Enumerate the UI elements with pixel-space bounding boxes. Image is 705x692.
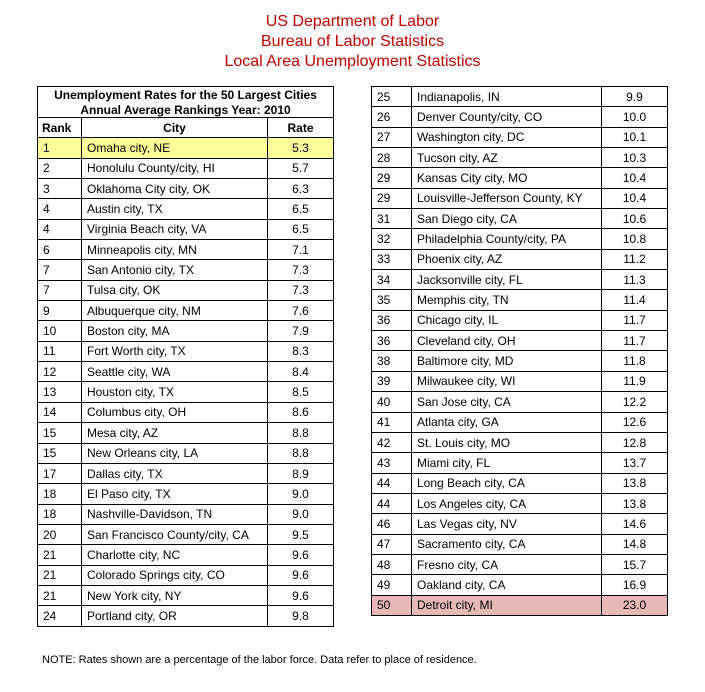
city-cell: Tulsa city, OK <box>82 280 268 300</box>
table-row <box>38 321 334 341</box>
rate-cell: 10.3 <box>602 148 668 168</box>
rate-cell: 11.3 <box>602 270 668 290</box>
rate-cell: 11.2 <box>602 249 668 269</box>
city-cell: Jacksonville city, FL <box>412 270 602 290</box>
rank-cell: 28 <box>372 148 412 168</box>
table-row <box>372 127 668 147</box>
table-row <box>372 310 668 330</box>
table-row <box>38 158 334 178</box>
table-row <box>372 432 668 452</box>
table-row <box>372 249 668 269</box>
city-cell: San Diego city, CA <box>412 209 602 229</box>
rate-cell: 5.7 <box>268 158 334 178</box>
city-cell: Indianapolis, IN <box>412 87 602 107</box>
city-cell: Fresno city, CA <box>412 554 602 574</box>
rate-cell: 9.8 <box>268 606 334 626</box>
rank-cell: 32 <box>372 229 412 249</box>
rank-cell: 29 <box>372 188 412 208</box>
city-cell: Nashville-Davidson, TN <box>82 504 268 524</box>
rank-cell: 36 <box>372 310 412 330</box>
city-cell: San Francisco County/city, CA <box>82 524 268 544</box>
rank-cell: 29 <box>372 168 412 188</box>
rank-cell: 21 <box>38 585 82 605</box>
rate-cell: 8.5 <box>268 382 334 402</box>
table-row <box>38 260 334 280</box>
header-program: Local Area Unemployment Statistics <box>224 53 481 70</box>
table-row <box>38 504 334 524</box>
table-row <box>38 565 334 585</box>
table-row <box>372 270 668 290</box>
rank-cell: 11 <box>38 341 82 361</box>
city-cell: Portland city, OR <box>82 606 268 626</box>
table-row <box>38 423 334 443</box>
report-header <box>0 12 705 72</box>
table-row <box>372 453 668 473</box>
rate-cell: 11.9 <box>602 371 668 391</box>
table-row <box>372 493 668 513</box>
city-cell: Denver County/city, CO <box>412 107 602 127</box>
city-cell: Boston city, MA <box>82 321 268 341</box>
rank-cell: 50 <box>372 595 412 615</box>
rate-cell: 6.5 <box>268 199 334 219</box>
table-row <box>38 362 334 382</box>
city-cell: Virginia Beach city, VA <box>82 219 268 239</box>
rankings-table-right <box>371 86 668 616</box>
city-cell: Dallas city, TX <box>82 463 268 483</box>
rank-cell: 12 <box>38 362 82 382</box>
city-cell: Cleveland city, OH <box>412 331 602 351</box>
table-row <box>38 585 334 605</box>
rate-cell: 10.1 <box>602 127 668 147</box>
table-row <box>38 524 334 544</box>
table-row <box>38 240 334 260</box>
header-department: US Department of Labor <box>265 13 440 30</box>
table-row <box>372 595 668 615</box>
city-cell: San Jose city, CA <box>412 392 602 412</box>
rate-cell: 8.3 <box>268 341 334 361</box>
rate-cell: 7.9 <box>268 321 334 341</box>
rank-cell: 42 <box>372 432 412 452</box>
rate-cell: 7.1 <box>268 240 334 260</box>
table-row <box>38 606 334 626</box>
city-cell: Memphis city, TN <box>412 290 602 310</box>
city-cell: Miami city, FL <box>412 453 602 473</box>
rate-cell: 11.7 <box>602 331 668 351</box>
city-cell: Seattle city, WA <box>82 362 268 382</box>
city-cell: Baltimore city, MD <box>412 351 602 371</box>
rate-cell: 11.4 <box>602 290 668 310</box>
rate-cell: 10.0 <box>602 107 668 127</box>
table-row <box>372 575 668 595</box>
rate-cell: 13.8 <box>602 473 668 493</box>
table-row <box>372 392 668 412</box>
city-cell: Oakland city, CA <box>412 575 602 595</box>
rate-cell: 11.8 <box>602 351 668 371</box>
rate-cell: 12.6 <box>602 412 668 432</box>
rank-cell: 34 <box>372 270 412 290</box>
city-cell: Atlanta city, GA <box>412 412 602 432</box>
rate-cell: 7.3 <box>268 280 334 300</box>
rate-cell: 9.6 <box>268 585 334 605</box>
city-cell: Detroit city, MI <box>412 595 602 615</box>
table-row <box>372 534 668 554</box>
city-cell: Honolulu County/city, HI <box>82 158 268 178</box>
rate-cell: 6.5 <box>268 219 334 239</box>
rank-cell: 27 <box>372 127 412 147</box>
table-row <box>372 412 668 432</box>
city-cell: Phoenix city, AZ <box>412 249 602 269</box>
rate-cell: 9.5 <box>268 524 334 544</box>
rate-cell: 13.8 <box>602 493 668 513</box>
rank-cell: 24 <box>38 606 82 626</box>
city-cell: Kansas City city, MO <box>412 168 602 188</box>
rank-cell: 7 <box>38 260 82 280</box>
rate-cell: 7.3 <box>268 260 334 280</box>
city-cell: San Antonio city, TX <box>82 260 268 280</box>
city-cell: Omaha city, NE <box>82 138 268 158</box>
city-cell: Colorado Springs city, CO <box>82 565 268 585</box>
city-cell: Los Angeles city, CA <box>412 493 602 513</box>
table-row <box>38 484 334 504</box>
city-cell: Sacramento city, CA <box>412 534 602 554</box>
rank-cell: 20 <box>38 524 82 544</box>
rate-cell: 8.8 <box>268 423 334 443</box>
rate-cell: 14.6 <box>602 514 668 534</box>
city-cell: Austin city, TX <box>82 199 268 219</box>
city-cell: Long Beach city, CA <box>412 473 602 493</box>
rate-cell: 13.7 <box>602 453 668 473</box>
rank-cell: 3 <box>38 179 82 199</box>
rank-cell: 35 <box>372 290 412 310</box>
rank-cell: 31 <box>372 209 412 229</box>
footnote: NOTE: Rates shown are a percentage of the labor force. Data refer to place of residence. <box>42 654 477 666</box>
table-row <box>372 554 668 574</box>
city-cell: Chicago city, IL <box>412 310 602 330</box>
rank-cell: 36 <box>372 331 412 351</box>
rank-cell: 48 <box>372 554 412 574</box>
rank-cell: 44 <box>372 473 412 493</box>
rank-cell: 18 <box>38 484 82 504</box>
city-cell: Albuquerque city, NM <box>82 301 268 321</box>
rate-cell: 10.4 <box>602 168 668 188</box>
rank-cell: 44 <box>372 493 412 513</box>
table-row <box>372 107 668 127</box>
rank-cell: 21 <box>38 565 82 585</box>
rank-cell: 1 <box>38 138 82 158</box>
rank-cell: 7 <box>38 280 82 300</box>
table-row <box>38 463 334 483</box>
table-row <box>38 443 334 463</box>
rank-cell: 6 <box>38 240 82 260</box>
table-row <box>38 382 334 402</box>
city-cell: Washington city, DC <box>412 127 602 147</box>
table-row <box>372 148 668 168</box>
rate-cell: 8.4 <box>268 362 334 382</box>
city-cell: New Orleans city, LA <box>82 443 268 463</box>
rate-cell: 7.6 <box>268 301 334 321</box>
table-row <box>372 290 668 310</box>
table-row <box>38 301 334 321</box>
rate-cell: 9.9 <box>602 87 668 107</box>
table-title: Unemployment Rates for the 50 Largest Cities <box>38 87 334 103</box>
table-row <box>372 331 668 351</box>
rate-cell: 11.7 <box>602 310 668 330</box>
city-cell: Oklahoma City city, OK <box>82 179 268 199</box>
rank-cell: 41 <box>372 412 412 432</box>
rank-cell: 39 <box>372 371 412 391</box>
rank-cell: 43 <box>372 453 412 473</box>
city-cell: Louisville-Jefferson County, KY <box>412 188 602 208</box>
rank-cell: 10 <box>38 321 82 341</box>
rank-cell: 2 <box>38 158 82 178</box>
rate-cell: 10.6 <box>602 209 668 229</box>
rank-cell: 49 <box>372 575 412 595</box>
rank-cell: 4 <box>38 199 82 219</box>
table-row <box>372 209 668 229</box>
rank-cell: 40 <box>372 392 412 412</box>
rank-cell: 21 <box>38 545 82 565</box>
city-cell: Minneapolis city, MN <box>82 240 268 260</box>
rank-cell: 46 <box>372 514 412 534</box>
rank-cell: 4 <box>38 219 82 239</box>
table-row <box>372 371 668 391</box>
city-cell: Columbus city, OH <box>82 402 268 422</box>
rate-cell: 8.6 <box>268 402 334 422</box>
rate-cell: 12.2 <box>602 392 668 412</box>
rank-cell: 25 <box>372 87 412 107</box>
city-cell: Las Vegas city, NV <box>412 514 602 534</box>
rate-cell: 8.9 <box>268 463 334 483</box>
table-row <box>38 280 334 300</box>
table-subtitle: Annual Average Rankings Year: 2010 <box>38 102 334 118</box>
rate-cell: 5.3 <box>268 138 334 158</box>
rate-cell: 10.8 <box>602 229 668 249</box>
column-header-city: City <box>82 118 268 138</box>
city-cell: Fort Worth city, TX <box>82 341 268 361</box>
city-cell: Charlotte city, NC <box>82 545 268 565</box>
rank-cell: 17 <box>38 463 82 483</box>
city-cell: New York city, NY <box>82 585 268 605</box>
rank-cell: 38 <box>372 351 412 371</box>
rank-cell: 15 <box>38 423 82 443</box>
rank-cell: 14 <box>38 402 82 422</box>
table-row <box>38 341 334 361</box>
rate-cell: 12.8 <box>602 432 668 452</box>
city-cell: El Paso city, TX <box>82 484 268 504</box>
rate-cell: 9.0 <box>268 504 334 524</box>
rate-cell: 15.7 <box>602 554 668 574</box>
column-header-rate: Rate <box>268 118 334 138</box>
rank-cell: 18 <box>38 504 82 524</box>
rate-cell: 10.4 <box>602 188 668 208</box>
city-cell: Tucson city, AZ <box>412 148 602 168</box>
rate-cell: 6.3 <box>268 179 334 199</box>
rankings-table-left <box>37 86 334 627</box>
table-row <box>372 188 668 208</box>
rank-cell: 15 <box>38 443 82 463</box>
rank-cell: 33 <box>372 249 412 269</box>
city-cell: St. Louis city, MO <box>412 432 602 452</box>
city-cell: Houston city, TX <box>82 382 268 402</box>
city-cell: Mesa city, AZ <box>82 423 268 443</box>
city-cell: Philadelphia County/city, PA <box>412 229 602 249</box>
table-row <box>372 514 668 534</box>
column-header-rank: Rank <box>38 118 82 138</box>
table-row <box>38 179 334 199</box>
table-row <box>372 229 668 249</box>
rate-cell: 9.6 <box>268 545 334 565</box>
rank-cell: 13 <box>38 382 82 402</box>
table-row <box>38 199 334 219</box>
rate-cell: 9.0 <box>268 484 334 504</box>
rank-cell: 47 <box>372 534 412 554</box>
rank-cell: 9 <box>38 301 82 321</box>
table-row <box>372 87 668 107</box>
city-cell: Milwaukee city, WI <box>412 371 602 391</box>
header-bureau: Bureau of Labor Statistics <box>260 33 445 50</box>
table-row <box>372 168 668 188</box>
rate-cell: 23.0 <box>602 595 668 615</box>
table-row <box>38 138 334 158</box>
table-row <box>38 545 334 565</box>
rate-cell: 9.6 <box>268 565 334 585</box>
table-row <box>372 473 668 493</box>
rate-cell: 16.9 <box>602 575 668 595</box>
table-row <box>38 402 334 422</box>
table-row <box>372 351 668 371</box>
rate-cell: 14.8 <box>602 534 668 554</box>
rate-cell: 8.8 <box>268 443 334 463</box>
rank-cell: 26 <box>372 107 412 127</box>
table-row <box>38 219 334 239</box>
